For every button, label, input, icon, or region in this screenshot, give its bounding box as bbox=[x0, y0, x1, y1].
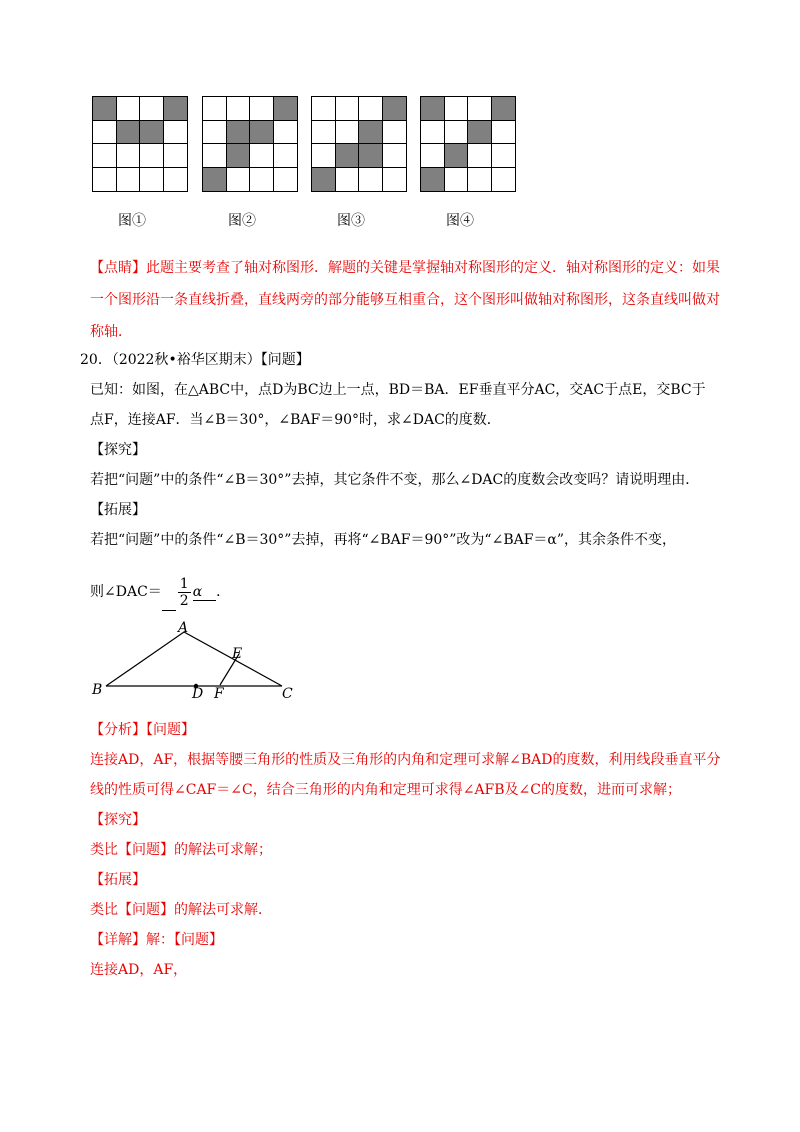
grid-cell bbox=[117, 144, 141, 168]
grid-cell bbox=[383, 121, 407, 145]
grid-cell bbox=[359, 168, 383, 192]
figure-caption-2: 图② bbox=[228, 213, 256, 229]
grid-cell bbox=[140, 168, 164, 192]
label-c: C bbox=[282, 686, 293, 702]
grid-cell bbox=[203, 97, 227, 121]
grid-figure-2 bbox=[202, 96, 298, 192]
grid-cell bbox=[312, 144, 336, 168]
grid-cell bbox=[93, 121, 117, 145]
grid-cell bbox=[93, 168, 117, 192]
grid-cell bbox=[383, 144, 407, 168]
grid-cell bbox=[492, 168, 516, 192]
grid-cell bbox=[274, 144, 298, 168]
grid-cell bbox=[164, 121, 188, 145]
grid-cell-shaded bbox=[312, 168, 336, 192]
grid-cell bbox=[421, 121, 445, 145]
answer-suffix: ． bbox=[216, 584, 231, 600]
dianjing-line-1: 【点睛】此题主要考查了轴对称图形．解题的关键是掌握轴对称图形的定义．轴对称图形的定义：如果 bbox=[90, 260, 720, 276]
dianjing-line-3: 称轴． bbox=[90, 324, 132, 340]
grid-cell-shaded bbox=[227, 121, 251, 145]
grid-cell bbox=[383, 168, 407, 192]
grid-cell bbox=[359, 97, 383, 121]
grid-figure-3 bbox=[311, 96, 407, 192]
grid-cell bbox=[227, 97, 251, 121]
grid-cell bbox=[336, 121, 360, 145]
analysis-heading: 【分析】【问题】 bbox=[90, 722, 195, 738]
dianjing-line-2: 一个图形沿一条直线折叠，直线两旁的部分能够互相重合，这个图形叫做轴对称图形，这条直线叫做对 bbox=[90, 292, 720, 308]
answer-blank-left bbox=[162, 574, 176, 611]
grid-cell bbox=[140, 144, 164, 168]
tanjiu-heading: 【探究】 bbox=[90, 442, 146, 458]
grid-cell-shaded bbox=[227, 144, 251, 168]
grid-cell bbox=[140, 97, 164, 121]
grid-cell bbox=[117, 168, 141, 192]
grid-cell bbox=[312, 97, 336, 121]
label-e: E bbox=[232, 646, 243, 662]
question-given-line-2: 点F，连接AF．当∠B＝30°，∠BAF＝90°时，求∠DAC的度数． bbox=[90, 412, 501, 428]
segment-ba bbox=[106, 632, 184, 686]
grid-cell bbox=[421, 144, 445, 168]
label-a: A bbox=[178, 620, 189, 636]
grid-cell-shaded bbox=[93, 97, 117, 121]
tuozhan-text: 若把“问题”中的条件“∠B＝30°”去掉，再将“∠BAF＝90°”改为“∠BAF＝α”，其余条件不变， bbox=[90, 532, 677, 548]
grid-cell-shaded bbox=[445, 144, 469, 168]
grid-cell bbox=[227, 168, 251, 192]
tanjiu-text: 若把“问题”中的条件“∠B＝30°”去掉，其它条件不变，那么∠DAC的度数会改变吗？请说明理由． bbox=[90, 472, 700, 488]
label-d: D bbox=[192, 686, 204, 702]
answer-variable: α bbox=[193, 584, 216, 601]
grid-cell bbox=[164, 144, 188, 168]
grid-cell bbox=[274, 121, 298, 145]
analysis-line-2: 线的性质可得∠CAF＝∠C，结合三角形的内角和定理可求得∠AFB及∠C的度数，进而可求解； bbox=[90, 782, 681, 798]
grid-cell bbox=[312, 121, 336, 145]
grid-cell bbox=[468, 168, 492, 192]
grid-cell bbox=[164, 168, 188, 192]
grid-cell bbox=[250, 168, 274, 192]
answer-fraction bbox=[178, 576, 191, 609]
grid-figure-1 bbox=[92, 96, 188, 192]
grid-cell-shaded bbox=[383, 97, 407, 121]
grid-cell-shaded bbox=[468, 121, 492, 145]
analysis-tanjiu-text: 类比【问题】的解法可求解； bbox=[90, 842, 272, 858]
grid-cell bbox=[492, 144, 516, 168]
figure-caption-3: 图③ bbox=[337, 213, 365, 229]
grid-cell-shaded bbox=[359, 144, 383, 168]
analysis-tuozhan-text: 类比【问题】的解法可求解． bbox=[90, 902, 272, 918]
answer-prefix: 则∠DAC＝ bbox=[90, 584, 162, 600]
analysis-tanjiu-heading: 【探究】 bbox=[90, 812, 146, 828]
question-header: 20．（2022秋•裕华区期末）【问题】 bbox=[80, 352, 310, 368]
grid-cell-shaded bbox=[203, 168, 227, 192]
label-f: F bbox=[214, 686, 224, 702]
grid-cell-shaded bbox=[336, 144, 360, 168]
grid-cell bbox=[445, 168, 469, 192]
grid-cell bbox=[445, 97, 469, 121]
grid-cell bbox=[336, 97, 360, 121]
grid-cell bbox=[250, 144, 274, 168]
grid-cell bbox=[274, 168, 298, 192]
tuozhan-heading: 【拓展】 bbox=[90, 502, 146, 518]
question-given-line-1: 已知：如图，在△ABC中，点D为BC边上一点，BD＝BA．EF垂直平分AC，交AC于点E，交BC于 bbox=[90, 382, 706, 398]
grid-cell bbox=[203, 121, 227, 145]
grid-cell bbox=[250, 97, 274, 121]
grid-cell bbox=[203, 144, 227, 168]
grid-cell-shaded bbox=[359, 121, 383, 145]
grid-cell-shaded bbox=[164, 97, 188, 121]
grid-cell bbox=[468, 144, 492, 168]
grid-figure-4 bbox=[420, 96, 516, 192]
grid-cell-shaded bbox=[274, 97, 298, 121]
grid-cell bbox=[445, 121, 469, 145]
grid-cell bbox=[468, 97, 492, 121]
grid-cell-shaded bbox=[421, 97, 445, 121]
fraction-numerator: 1 bbox=[179, 575, 189, 592]
grid-cell bbox=[117, 97, 141, 121]
detail-line: 连接AD，AF， bbox=[90, 962, 188, 978]
grid-cell bbox=[336, 168, 360, 192]
answer-line bbox=[90, 574, 230, 611]
label-b: B bbox=[92, 682, 103, 698]
analysis-line-1: 连接AD，AF，根据等腰三角形的性质及三角形的内角和定理可求解∠BAD的度数，利用线段垂直平分 bbox=[90, 752, 721, 768]
grid-cell-shaded bbox=[250, 121, 274, 145]
fraction-denominator: 2 bbox=[179, 592, 189, 609]
figure-caption-4: 图④ bbox=[446, 213, 474, 229]
grid-cell bbox=[492, 121, 516, 145]
detail-heading: 【详解】解：【问题】 bbox=[90, 932, 223, 948]
grid-cell-shaded bbox=[492, 97, 516, 121]
analysis-tuozhan-heading: 【拓展】 bbox=[90, 872, 146, 888]
grid-cell-shaded bbox=[421, 168, 445, 192]
grid-cell-shaded bbox=[117, 121, 141, 145]
figure-caption-1: 图① bbox=[118, 213, 146, 229]
grid-cell-shaded bbox=[140, 121, 164, 145]
grid-cell bbox=[93, 144, 117, 168]
